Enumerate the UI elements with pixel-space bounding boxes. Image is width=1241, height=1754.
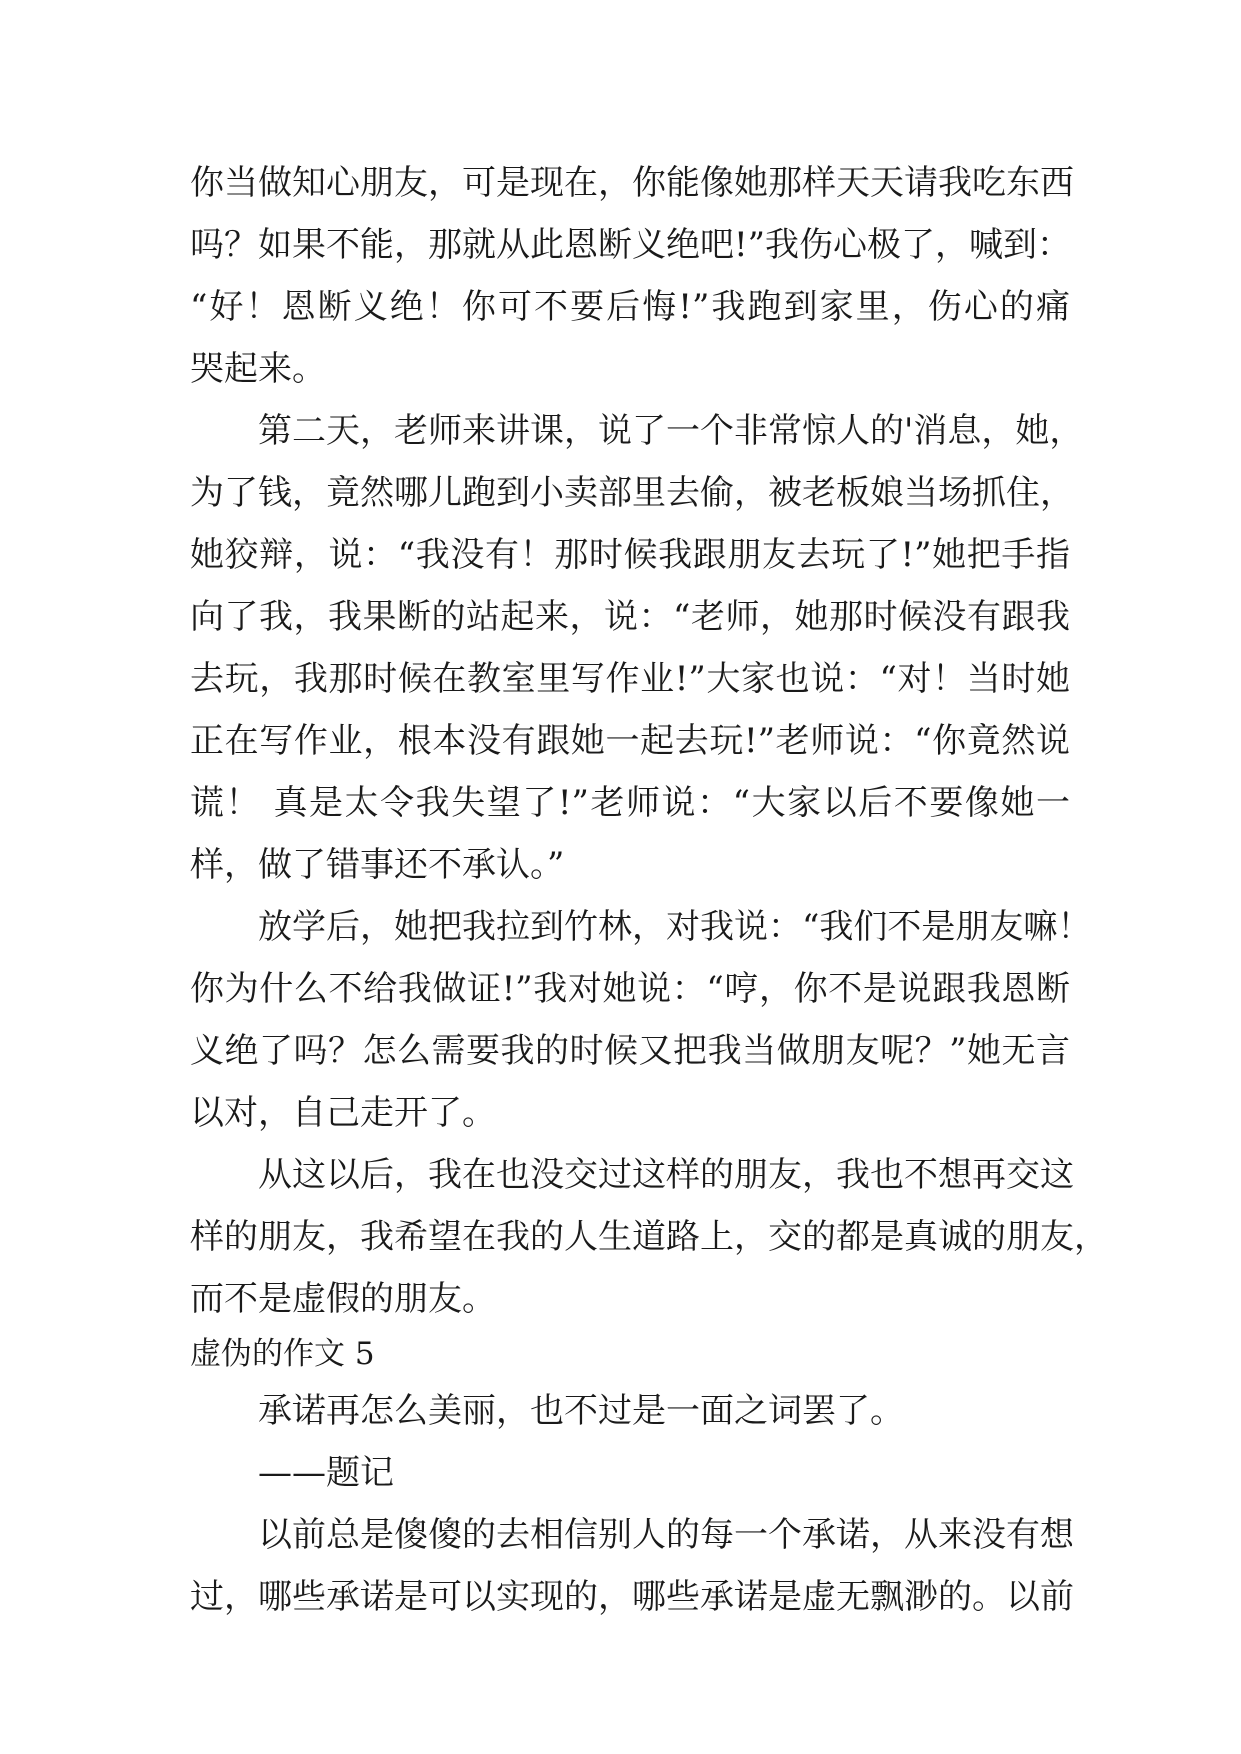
paragraph-line: 放学后，她把我拉到竹林，对我说：“我们不是朋友嘛！ bbox=[258, 907, 1092, 947]
paragraph-line: 你当做知心朋友，可是现在，你能像她那样天天请我吃东西 bbox=[190, 163, 1074, 203]
paragraph-line: 第二天，老师来讲课，说了一个非常惊人的'消息，她， bbox=[258, 411, 1084, 451]
epigraph-attribution: ——题记 bbox=[258, 1453, 394, 1493]
paragraph-line: 而不是虚假的朋友。 bbox=[190, 1279, 496, 1319]
paragraph-line: 吗？如果不能，那就从此恩断义绝吧!”我伤心极了，喊到： bbox=[190, 225, 1072, 265]
paragraph-line: 她狡辩，说：“我没有！那时候我跟朋友去玩了!”她把手指 bbox=[190, 535, 1070, 575]
paragraph-line: 承诺再怎么美丽，也不过是一面之词罢了。 bbox=[258, 1391, 904, 1431]
paragraph-line: 从这以后，我在也没交过这样的朋友，我也不想再交这 bbox=[258, 1155, 1074, 1195]
paragraph-line: “好！恩断义绝！你可不要后悔!”我跑到家里，伤心的痛 bbox=[190, 287, 1070, 327]
paragraph-line: 你为什么不给我做证!”我对她说：“哼，你不是说跟我恩断 bbox=[190, 969, 1070, 1009]
paragraph-line: 哭起来。 bbox=[190, 349, 326, 389]
paragraph-line: 义绝了吗？怎么需要我的时候又把我当做朋友呢？”她无言 bbox=[190, 1031, 1070, 1071]
paragraph-line: 谎！ 真是太令我失望了!”老师说：“大家以后不要像她一 bbox=[190, 783, 1070, 823]
paragraph-line: 以对，自己走开了。 bbox=[190, 1093, 496, 1133]
section-heading: 虚伪的作文 5 bbox=[190, 1336, 375, 1372]
paragraph-line: 样，做了错事还不承认。” bbox=[190, 845, 565, 885]
paragraph-line: 去玩，我那时候在教室里写作业!”大家也说：“对！当时她 bbox=[190, 659, 1070, 699]
paragraph-line: 正在写作业，根本没有跟她一起去玩!”老师说：“你竟然说 bbox=[190, 721, 1070, 761]
paragraph-line: 过，哪些承诺是可以实现的，哪些承诺是虚无飘渺的。以前 bbox=[190, 1577, 1074, 1617]
paragraph-line: 为了钱，竟然哪儿跑到小卖部里去偷，被老板娘当场抓住， bbox=[190, 473, 1074, 513]
paragraph-line: 向了我，我果断的站起来，说：“老师，她那时候没有跟我 bbox=[190, 597, 1070, 637]
paragraph-line: 以前总是傻傻的去相信别人的每一个承诺，从来没有想 bbox=[258, 1515, 1074, 1555]
paragraph-line: 样的朋友，我希望在我的人生道路上，交的都是真诚的朋友， bbox=[190, 1217, 1108, 1257]
